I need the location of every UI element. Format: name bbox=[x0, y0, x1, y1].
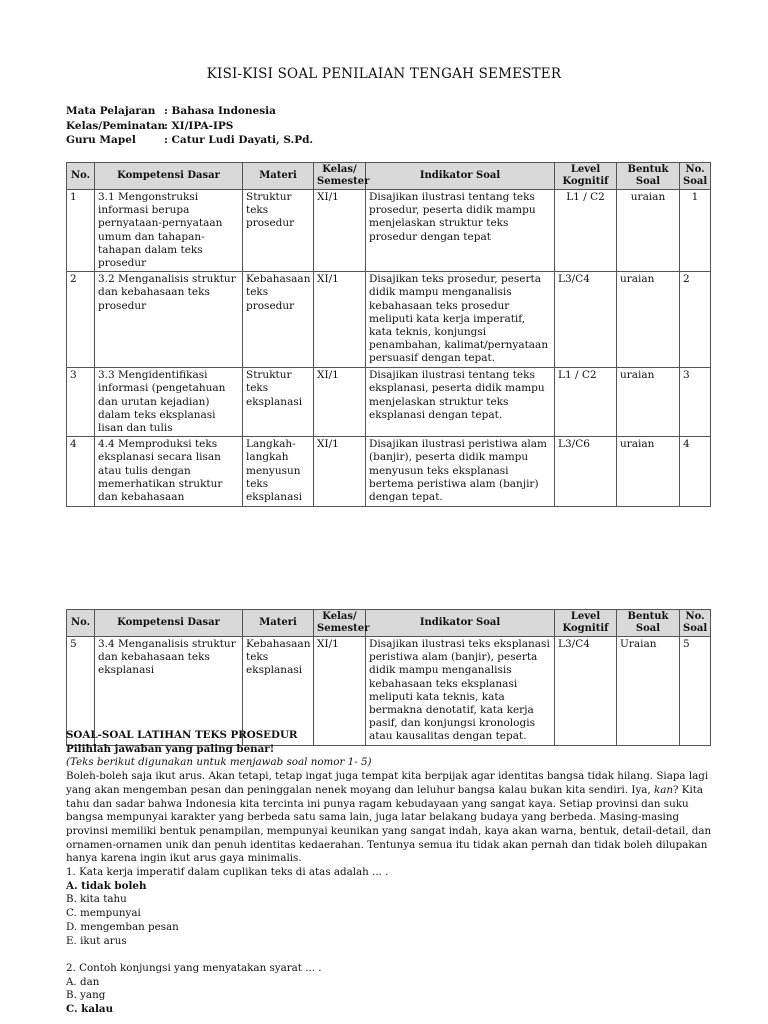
cell-materi: Kebahasaan teks eksplanasi bbox=[243, 637, 314, 746]
col-header-indikator: Indikator Soal bbox=[366, 163, 555, 190]
page-title: KISI-KISI SOAL PENILAIAN TENGAH SEMESTER bbox=[206, 66, 562, 82]
cell-kd: 3.3 Mengidentifikasi informasi (pengetahuan dan urutan kejadian) dalam teks eksplanasi lisan dan tulis bbox=[95, 368, 243, 437]
cell-kd: 3.4 Menganalisis struktur dan kebahasaan teks eksplanasi bbox=[95, 637, 243, 746]
cell-no: 4 bbox=[67, 437, 95, 507]
cell-kelas: XI/1 bbox=[314, 190, 366, 272]
meta-label: Guru Mapel bbox=[66, 134, 136, 146]
cell-bentuk: Uraian bbox=[617, 637, 680, 746]
table-row bbox=[67, 272, 711, 368]
q1-option-c[interactable]: C. mempunyai bbox=[66, 907, 141, 920]
q1-option-e[interactable]: E. ikut arus bbox=[66, 934, 127, 947]
table-row bbox=[67, 368, 711, 437]
cell-bentuk: uraian bbox=[617, 437, 680, 507]
document-meta bbox=[66, 104, 313, 148]
col-header-level bbox=[555, 163, 617, 190]
header-line: Soal bbox=[683, 176, 708, 187]
cell-nosoal: 2 bbox=[680, 272, 711, 368]
quiz-section bbox=[66, 729, 716, 1017]
quiz-instruction: Pilihlah jawaban yang paling benar! bbox=[66, 742, 275, 755]
cell-level: L3/C4 bbox=[555, 272, 617, 368]
cell-materi: Langkah-langkah menyusun teks eksplanasi bbox=[243, 437, 314, 507]
header-line: Soal bbox=[683, 623, 708, 634]
cell-no: 2 bbox=[67, 272, 95, 368]
q1-option-a[interactable]: A. tidak boleh bbox=[66, 879, 147, 892]
meta-value: : Catur Ludi Dayati, S.Pd. bbox=[164, 134, 314, 146]
header-line: Level bbox=[570, 164, 601, 175]
passage-part-a: Boleh-boleh saja ikut arus. Akan tetapi, tetap ingat juga tempat kita berpijak agar identitas bangsa tidak hilang. Siapa lagi yang akan mengemban pesan dan peninggalan nenek moyang dan leluhur bangsa kalau bukan kita sendiri. Iya, bbox=[66, 770, 709, 796]
question-2: 2. Contoh konjungsi yang menyatakan syarat ... . bbox=[66, 961, 322, 974]
cell-kd: 3.2 Menganalisis struktur dan kebahasaan teks prosedur bbox=[95, 272, 243, 368]
header-line: Kognitif bbox=[562, 623, 609, 634]
col-header-no: No. bbox=[67, 163, 95, 190]
meta-label: Kelas/Peminatan bbox=[66, 119, 166, 132]
q2-option-c[interactable]: C. kalau bbox=[66, 1003, 114, 1016]
col-header-level bbox=[555, 610, 617, 637]
cell-indikator: Disajikan ilustrasi tentang teks eksplanasi, peserta didik mampu menjelaskan struktur teks eksplanasi dengan tepat. bbox=[366, 368, 555, 437]
passage-part-b: ? Kita tahu dan sadar bahwa Indonesia kita tercinta ini punya ragam kebudayaan yang sangat kaya. Setiap provinsi dan suku bangsa mempunyai karakter yang berbeda satu sama lain, juga latar belakang budaya yang berbeda. Masing-masing provinsi memiliki bentuk penampilan, mempunyai keunikan yang sangat indah, kaya akan warna, bentuk, detail-detail, dan ornamen-ornamen unik dan penuh identitas kedaerahan. Tentunya semua itu tidak akan pernah dan tidak boleh dilupakan hanya karena ingin ikut arus gaya minimalis. bbox=[66, 783, 712, 865]
col-header-kelas bbox=[314, 610, 370, 637]
cell-indikator: Disajikan ilustrasi peristiwa alam (banjir), peserta didik mampu menyusun teks eksplanasi bertema peristiwa alam (banjir) dengan tepat. bbox=[366, 437, 555, 507]
col-header-bentuk bbox=[617, 163, 680, 190]
cell-level: L3/C4 bbox=[555, 637, 617, 746]
cell-kd: 4.4 Memproduksi teks eksplanasi secara lisan atau tulis dengan memerhatikan struktur dan kebahasaan bbox=[95, 437, 243, 507]
col-header-no: No. bbox=[67, 610, 95, 637]
cell-materi: Kebahasaan teks prosedur bbox=[243, 272, 314, 368]
cell-indikator: Disajikan teks prosedur, peserta didik mampu menganalisis kebahasaan teks prosedur meliputi kata kerja imperatif, kata teknis, konjungsi penambahan, kalimat/pernyataan persuasif dengan tepat. bbox=[366, 272, 555, 368]
cell-kd: 3.1 Mengonstruksi informasi berupa pernyataan-pernyataan umum dan tahapan-tahapan dalam teks prosedur bbox=[95, 190, 243, 272]
col-header-nosoal bbox=[680, 610, 711, 637]
meta-label: Mata Pelajaran bbox=[66, 105, 156, 117]
meta-row-class bbox=[66, 119, 313, 134]
cell-kelas: XI/1 bbox=[314, 637, 366, 746]
col-header-indikator: Indikator Soal bbox=[366, 610, 555, 637]
header-line: Kelas/ bbox=[322, 164, 357, 175]
meta-row-subject bbox=[66, 104, 313, 119]
col-header-materi: Materi bbox=[243, 610, 314, 637]
col-header-materi: Materi bbox=[243, 163, 314, 190]
col-header-kelas bbox=[314, 163, 370, 190]
header-line: Bentuk bbox=[627, 164, 669, 175]
cell-nosoal: 3 bbox=[680, 368, 711, 437]
q2-option-b[interactable]: B. yang bbox=[66, 989, 106, 1002]
cell-indikator: Disajikan ilustrasi tentang teks prosedur, peserta didik mampu menjelaskan struktur teks prosedur dengan tepat bbox=[366, 190, 555, 272]
q1-option-d[interactable]: D. mengemban pesan bbox=[66, 920, 179, 933]
cell-bentuk: uraian bbox=[617, 190, 680, 272]
table-row bbox=[67, 437, 711, 507]
cell-no: 1 bbox=[67, 190, 95, 272]
header-line: No. bbox=[685, 611, 705, 622]
header-line: Soal bbox=[635, 176, 661, 187]
header-line: Bentuk bbox=[627, 611, 669, 622]
quiz-note: (Teks berikut digunakan untuk menjawab soal nomor 1- 5) bbox=[66, 756, 372, 769]
table-row bbox=[67, 190, 711, 272]
question-1: 1. Kata kerja imperatif dalam cuplikan teks di atas adalah ... . bbox=[66, 866, 389, 879]
cell-nosoal: 4 bbox=[680, 437, 711, 507]
col-header-bentuk bbox=[617, 610, 680, 637]
quiz-passage bbox=[66, 770, 716, 866]
cell-nosoal: 5 bbox=[680, 637, 711, 746]
header-line: Semester bbox=[317, 176, 370, 187]
cell-kelas: XI/1 bbox=[314, 437, 366, 507]
cell-level: L1 / C2 bbox=[555, 368, 617, 437]
q1-option-b[interactable]: B. kita tahu bbox=[66, 893, 127, 906]
q2-option-a[interactable]: A. dan bbox=[66, 975, 100, 988]
col-header-kd: Kompetensi Dasar bbox=[95, 163, 243, 190]
cell-kelas: XI/1 bbox=[314, 272, 366, 368]
meta-value: : XI/IPA-IPS bbox=[164, 119, 234, 132]
header-line: Soal bbox=[635, 623, 661, 634]
grid-table-1 bbox=[66, 162, 711, 507]
table-header-row bbox=[67, 163, 711, 190]
passage-italic-kan: kan bbox=[653, 783, 673, 796]
table-header-row bbox=[67, 610, 711, 637]
header-line: No. bbox=[685, 164, 705, 175]
meta-value: : Bahasa Indonesia bbox=[164, 105, 276, 117]
cell-materi: Struktur teks prosedur bbox=[243, 190, 314, 272]
header-line: Kelas/ bbox=[322, 611, 357, 622]
cell-no: 5 bbox=[67, 637, 95, 746]
col-header-kd: Kompetensi Dasar bbox=[95, 610, 243, 637]
header-line: Semester bbox=[317, 623, 370, 634]
meta-row-teacher bbox=[66, 133, 313, 148]
header-line: Kognitif bbox=[562, 176, 609, 187]
col-header-nosoal bbox=[680, 163, 711, 190]
cell-indikator: Disajikan ilustrasi teks eksplanasi peristiwa alam (banjir), peserta didik mampu menganalisis kebahasaan teks eksplanasi meliputi kata teknis, kata bermakna denotatif, kata kerja pasif, dan konjungsi kronologis atau kausalitas dengan tepat. bbox=[366, 637, 555, 746]
header-line: Level bbox=[570, 611, 601, 622]
cell-kelas: XI/1 bbox=[314, 368, 366, 437]
cell-level: L1 / C2 bbox=[555, 190, 617, 272]
cell-bentuk: uraian bbox=[617, 272, 680, 368]
cell-bentuk: uraian bbox=[617, 368, 680, 437]
cell-level: L3/C6 bbox=[555, 437, 617, 507]
grid-table-2 bbox=[66, 609, 711, 746]
cell-materi: Struktur teks eksplanasi bbox=[243, 368, 314, 437]
spacer bbox=[66, 948, 716, 962]
cell-nosoal: 1 bbox=[680, 190, 711, 272]
quiz-heading: SOAL-SOAL LATIHAN TEKS PROSEDUR bbox=[66, 729, 298, 741]
cell-no: 3 bbox=[67, 368, 95, 437]
